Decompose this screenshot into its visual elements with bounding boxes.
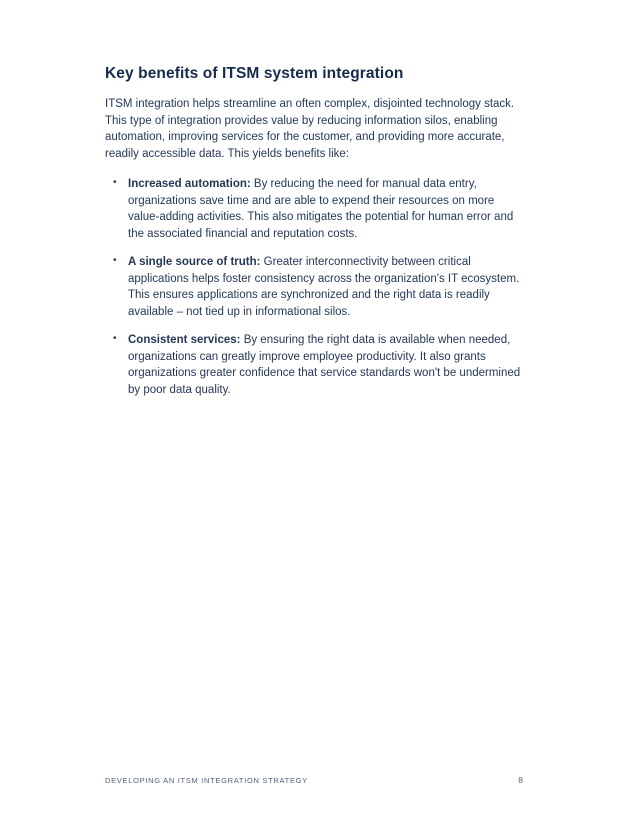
- list-item: [105, 254, 524, 320]
- benefit-body-text: Greater interconnectivity between critical applications helps foster consistency across the organization's IT ecosystem. This ensures applications are synchronized and the right data is readily available – not tied up in informational silos.: [128, 256, 520, 318]
- footer-page-number: 8: [518, 775, 523, 785]
- list-item: [105, 176, 524, 242]
- benefits-list: [105, 176, 524, 398]
- benefit-lead-text: Increased automation:: [128, 178, 251, 190]
- section-heading: Key benefits of ITSM system integration: [105, 65, 404, 82]
- list-item: [105, 332, 524, 398]
- bullet-icon: •: [113, 177, 117, 188]
- benefit-body-text: By reducing the need for manual data entry, organizations save time and are able to expend their resources on more value-adding activities. This also mitigates the potential for human error and the associated financial and reputation costs.: [128, 178, 514, 240]
- footer-document-title: DEVELOPING AN ITSM INTEGRATION STRATEGY: [105, 776, 308, 785]
- benefit-lead-text: Consistent services:: [128, 334, 241, 346]
- benefit-lead-text: A single source of truth:: [128, 256, 261, 268]
- bullet-icon: •: [113, 255, 117, 266]
- bullet-icon: •: [113, 333, 117, 344]
- benefit-body-text: By ensuring the right data is available when needed, organizations can greatly improve employee productivity. It also grants organizations greater confidence that service standards won't be undermined by poor data quality.: [128, 334, 521, 396]
- intro-paragraph: ITSM integration helps streamline an often complex, disjointed technology stack. This type of integration provides value by reducing information silos, enabling automation, improving services for the customer, and providing more accurate, readily accessible data. This yields benefits like:: [105, 98, 515, 160]
- main-content: [105, 64, 524, 410]
- page-footer: [105, 775, 523, 785]
